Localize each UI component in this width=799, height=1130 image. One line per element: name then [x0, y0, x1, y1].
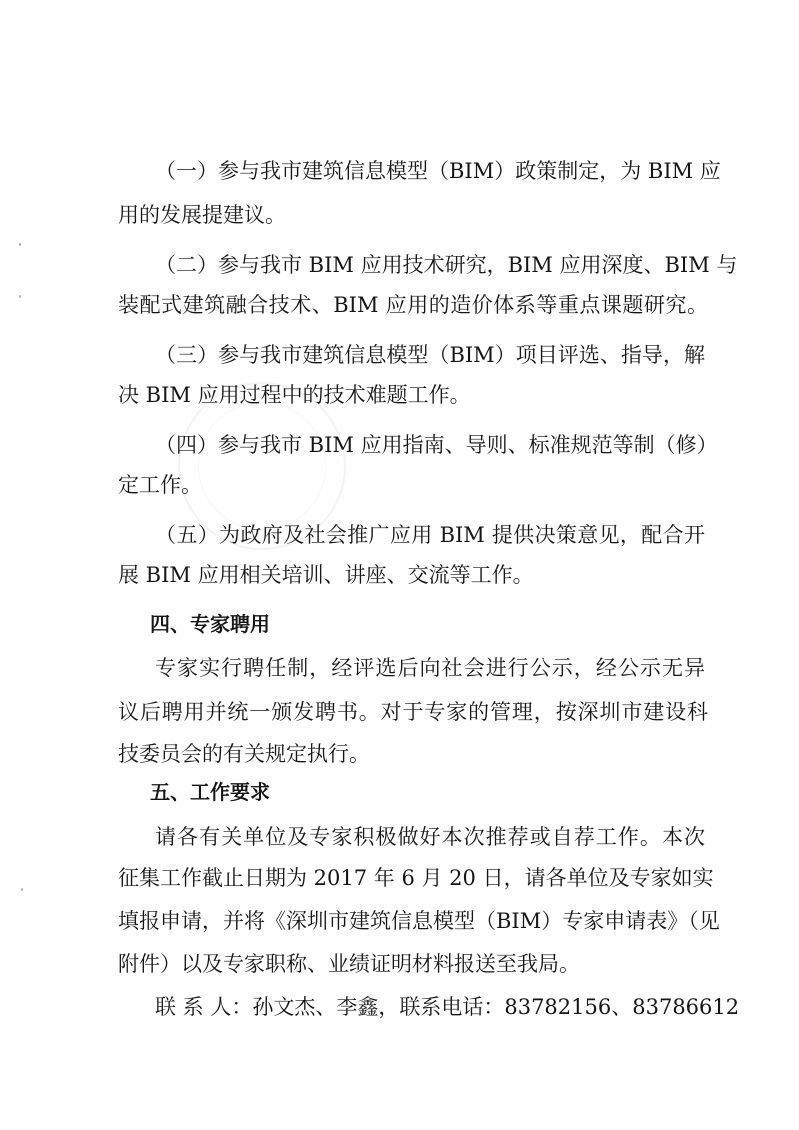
text-line: （三）参与我市建筑信息模型（BIM）项目评选、指导，解	[155, 343, 705, 367]
text-line: （一）参与我市建筑信息模型（BIM）政策制定，为 BIM 应	[155, 159, 721, 183]
text-line: （二）参与我市 BIM 应用技术研究，BIM 应用深度、BIM 与	[155, 253, 738, 277]
text-line: 议后聘用并统一颁发聘书。对于专家的管理，按深圳市建设科	[118, 700, 708, 724]
contact-line: 联 系 人：孙文杰、李鑫，联系电话：83782156、83786612	[155, 995, 740, 1019]
text-line: 装配式建筑融合技术、BIM 应用的造价体系等重点课题研究。	[118, 293, 708, 317]
section-heading: 四、专家聘用	[150, 612, 270, 636]
scan-speck	[19, 243, 21, 246]
text-line: 填报申请，并将《深圳市建筑信息模型（BIM）专家申请表》（见	[118, 909, 720, 933]
scan-speck	[21, 888, 23, 891]
text-line: 展 BIM 应用相关培训、讲座、交流等工作。	[118, 563, 534, 587]
text-line: （五）为政府及社会推广应用 BIM 提供决策意见，配合开	[155, 523, 705, 547]
text-line: 决 BIM 应用过程中的技术难题工作。	[118, 383, 471, 407]
text-line: 附件）以及专家职称、业绩证明材料报送至我局。	[118, 952, 580, 976]
text-line: 专家实行聘任制，经评选后向社会进行公示，经公示无异	[155, 656, 705, 680]
text-line: 用的发展提建议。	[118, 203, 286, 227]
scan-speck	[19, 295, 21, 298]
text-line: 征集工作截止日期为 2017 年 6 月 20 日，请各单位及专家如实	[118, 866, 714, 890]
text-line: 定工作。	[118, 473, 202, 497]
text-line: 请各有关单位及专家积极做好本次推荐或自荐工作。本次	[155, 825, 705, 849]
text-line: 技委员会的有关规定执行。	[118, 742, 370, 766]
section-heading: 五、工作要求	[150, 780, 270, 804]
text-line: （四）参与我市 BIM 应用指南、导则、标准规范等制（修）	[155, 433, 718, 457]
